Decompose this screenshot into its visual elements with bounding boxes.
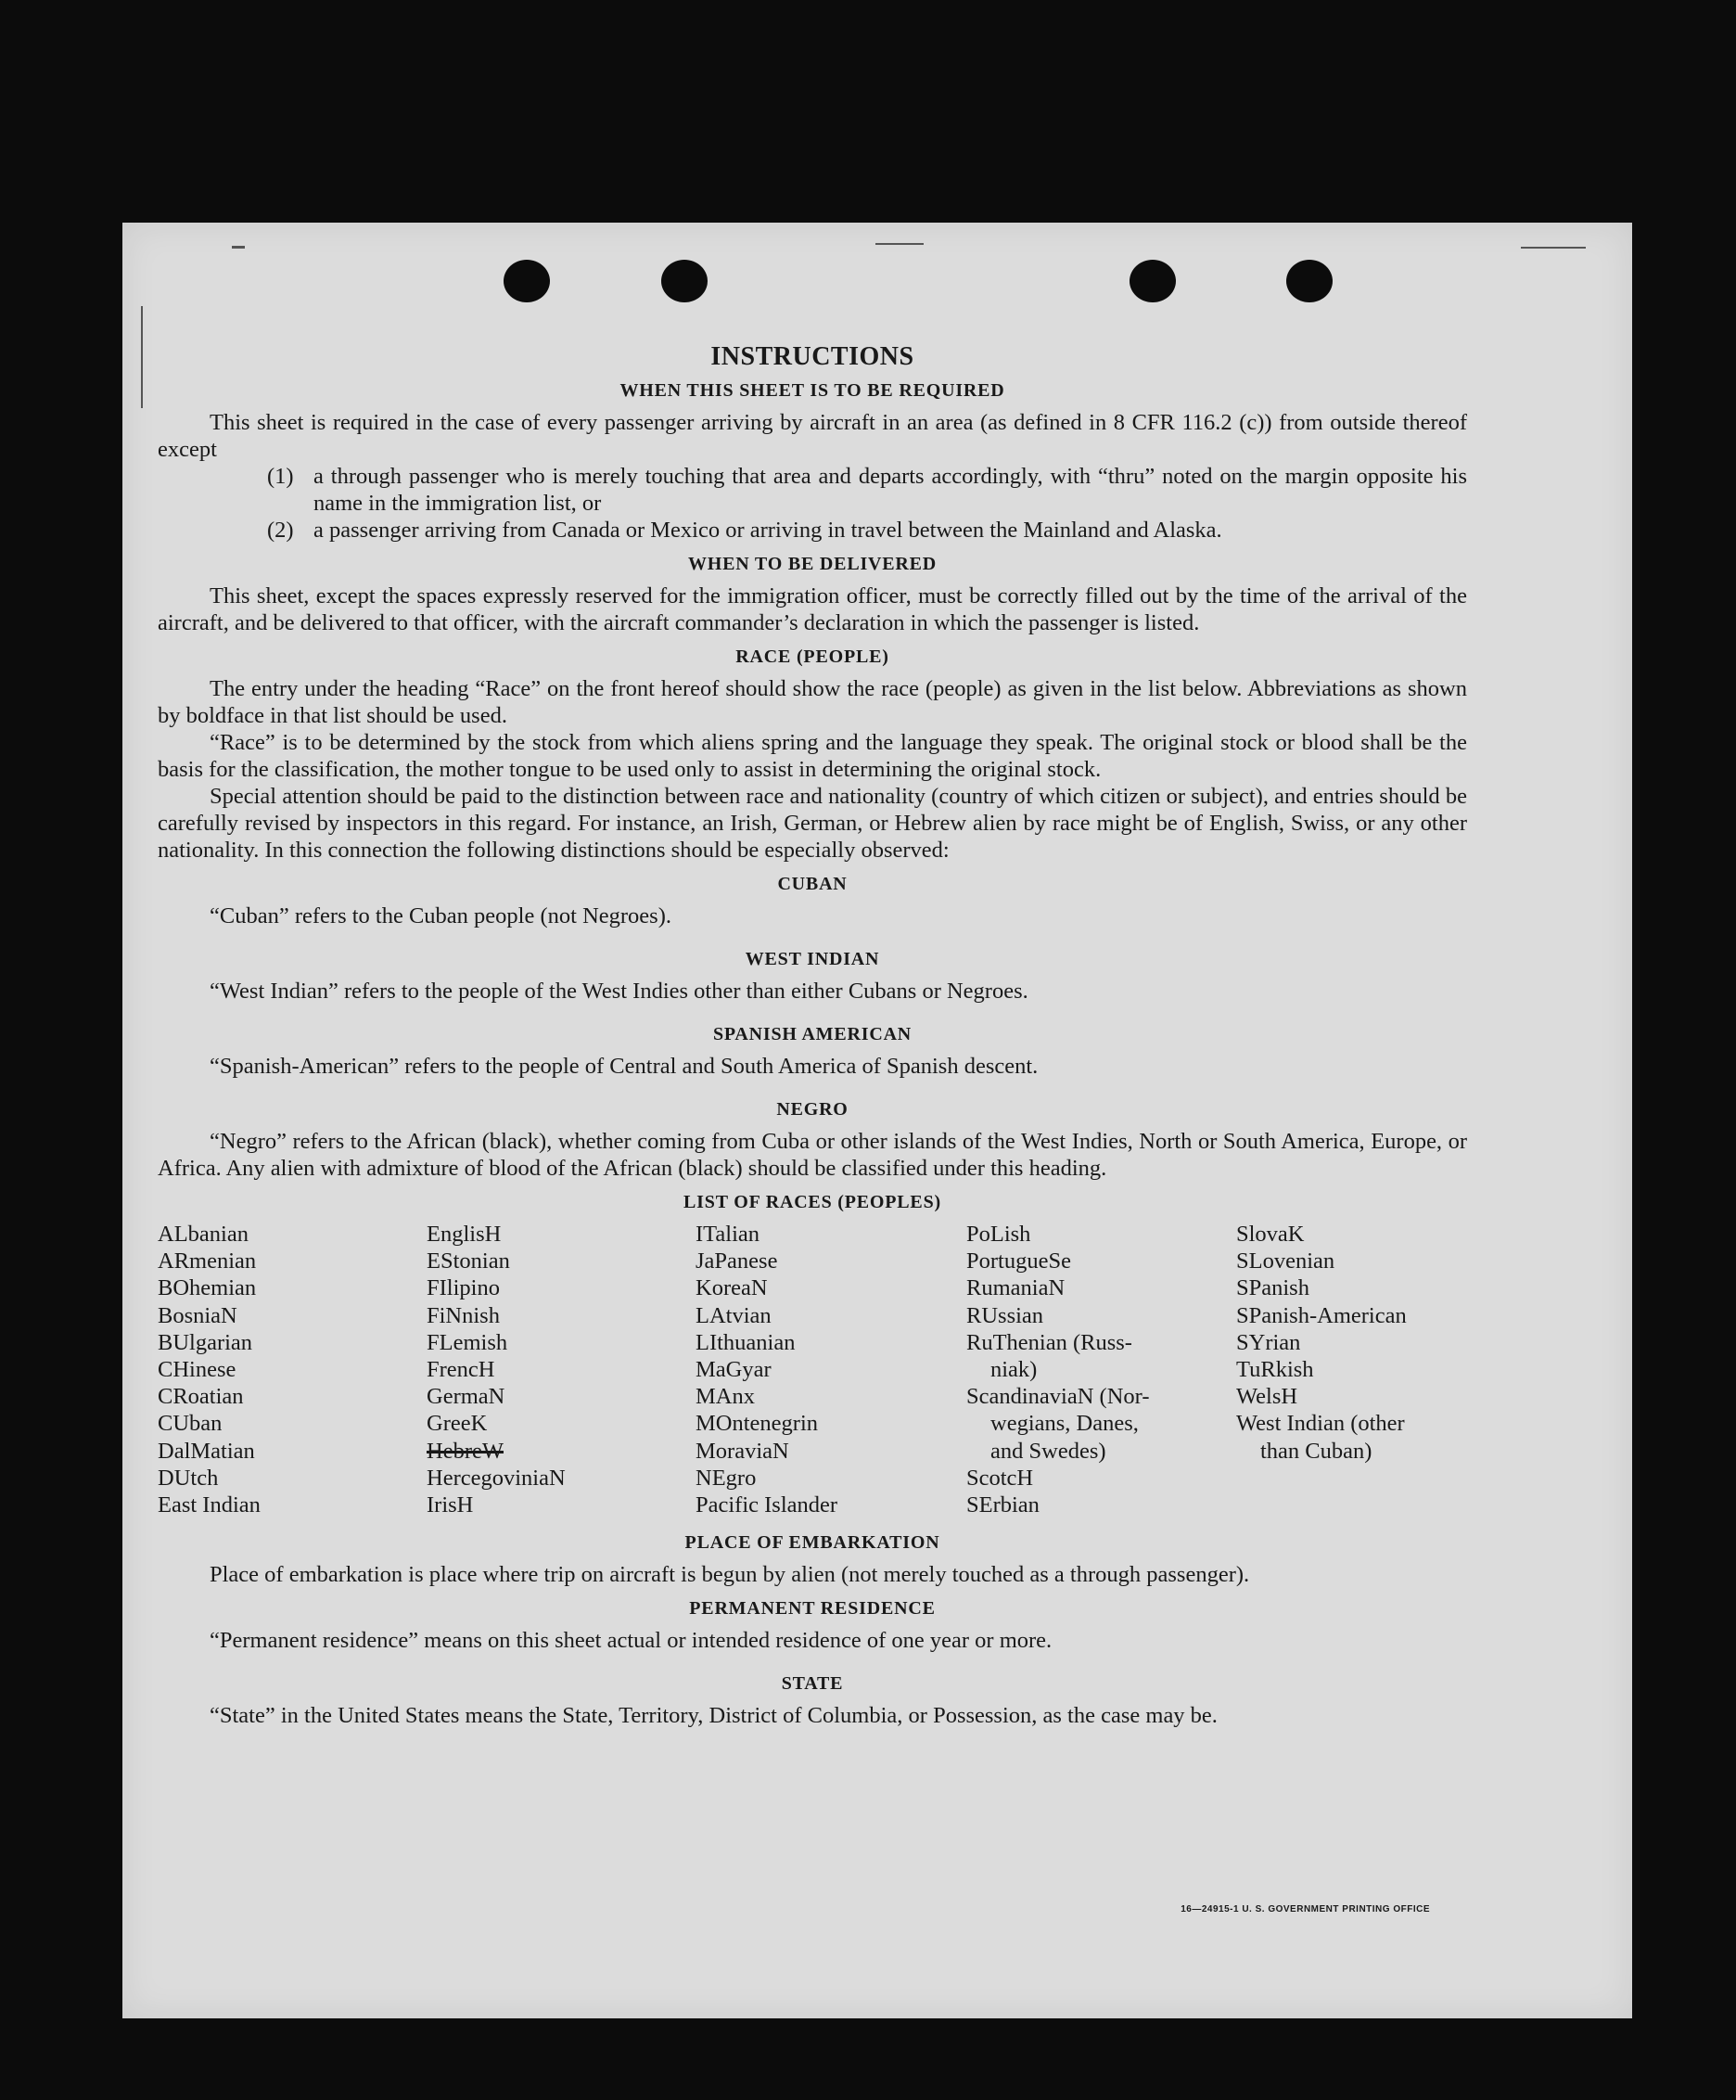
race-entry: JaPanese xyxy=(696,1248,778,1274)
edge-mark xyxy=(875,243,924,245)
punch-hole xyxy=(1286,260,1333,302)
section-heading: WEST INDIAN xyxy=(745,949,880,969)
race-entry: CRoatian xyxy=(158,1384,244,1410)
paragraph: “Cuban” refers to the Cuban people (not Negroes). xyxy=(210,903,671,928)
document-sheet xyxy=(122,223,1632,2018)
section-heading: PERMANENT RESIDENCE xyxy=(689,1598,936,1620)
race-entry: HebreW xyxy=(427,1438,504,1464)
race-entry: SLovenian xyxy=(1236,1248,1335,1274)
punch-hole xyxy=(1130,260,1176,302)
paragraph: “State” in the United States means the State, Territory, District of Columbia, or Possession, as the case may be. xyxy=(210,1703,1218,1729)
paragraph: “Race” is to be determined by the stock from which aliens spring and the language they speak. The original stock or blood shall be the basis for the classification, the mother tongue to be used only to assist in determining the original stock. xyxy=(158,730,1467,782)
paragraph: “Negro” refers to the African (black), whether coming from Cuba or other islands of the West Indies, North or South America, Europe, or Africa. Any alien with admixture of blood of the African (black) should be classified under this heading. xyxy=(158,1129,1467,1181)
race-entry: East Indian xyxy=(158,1492,261,1518)
race-entry: GermaN xyxy=(427,1384,505,1410)
race-entry: LIthuanian xyxy=(696,1329,796,1355)
race-entry: BosniaN xyxy=(158,1302,237,1328)
list-item: (1) a through passenger who is merely touching that area and departs accordingly, with “thru” noted on the margin opposite his name in the immigration list, or xyxy=(267,464,1467,516)
race-entry: EStonian xyxy=(427,1248,510,1274)
section-heading: PLACE OF EMBARKATION xyxy=(684,1532,940,1554)
race-entry: West Indian (other xyxy=(1236,1411,1405,1437)
race-entry: TuRkish xyxy=(1236,1357,1314,1383)
race-entry: BOhemian xyxy=(158,1275,257,1301)
race-entry xyxy=(1236,1492,1468,1518)
race-entry: BUlgarian xyxy=(158,1329,253,1355)
paragraph: Special attention should be paid to the distinction between race and nationality (country of which citizen or subject), and entries should be carefully revised by inspectors in this regard. For instance, an Irish, German, or Hebrew alien by race might be of English, Swiss, or any other nationality. In this connection the following distinctions should be especially observed: xyxy=(158,784,1467,863)
edge-mark xyxy=(232,246,245,249)
race-entry: NEgro xyxy=(696,1465,757,1491)
list-item: (2) a passenger arriving from Canada or Mexico or arriving in travel between the Mainland and Alaska. xyxy=(267,518,1222,543)
race-entry: MoraviaN xyxy=(696,1438,789,1464)
race-entry xyxy=(1236,1465,1468,1492)
race-entry: SPanish xyxy=(1236,1275,1309,1301)
races-table xyxy=(158,1221,1467,1518)
race-entry: MAnx xyxy=(696,1384,755,1410)
section-heading: STATE xyxy=(781,1673,844,1695)
race-entry: CUban xyxy=(158,1411,223,1437)
race-entry: niak) xyxy=(990,1357,1038,1383)
race-entry: ScotcH xyxy=(966,1465,1034,1491)
race-entry: DUtch xyxy=(158,1465,219,1491)
race-entry: EnglisH xyxy=(427,1222,502,1247)
edge-mark xyxy=(1521,247,1586,249)
paragraph: This sheet, except the spaces expressly reserved for the immigration officer, must be correctly filled out by the time of the arrival of the aircraft, and be delivered to that officer, with the aircraft commander’s declaration in which the passenger is listed. xyxy=(158,583,1467,635)
race-entry: FrencH xyxy=(427,1357,495,1383)
paragraph: “West Indian” refers to the people of the West Indies other than either Cubans or Negroes. xyxy=(210,979,1028,1004)
race-entry: SlovaK xyxy=(1236,1222,1305,1247)
race-entry: ITalian xyxy=(696,1222,760,1247)
race-entry: GreeK xyxy=(427,1411,488,1437)
race-entry: RumaniaN xyxy=(966,1275,1066,1301)
race-entry: PortugueSe xyxy=(966,1248,1071,1274)
section-heading: CUBAN xyxy=(777,874,848,894)
race-entry: ScandinaviaN (Nor- xyxy=(966,1384,1150,1410)
race-entry: CHinese xyxy=(158,1357,236,1383)
race-entry: Pacific Islander xyxy=(696,1492,838,1518)
race-entry: LAtvian xyxy=(696,1302,772,1328)
race-entry: FiNnish xyxy=(427,1302,500,1328)
instructions-content xyxy=(158,343,1467,1729)
section-heading: NEGRO xyxy=(776,1099,849,1120)
race-entry: FLemish xyxy=(427,1329,508,1355)
race-entry: MaGyar xyxy=(696,1357,772,1383)
punch-hole xyxy=(504,260,550,302)
race-entry: RUssian xyxy=(966,1302,1044,1328)
section-heading: RACE (PEOPLE) xyxy=(735,647,889,667)
section-heading: LIST OF RACES (PEOPLES) xyxy=(683,1192,941,1212)
paragraph: The entry under the heading “Race” on the front hereof should show the race (people) as given in the list below. Abbreviations as shown by boldface in that list should be used. xyxy=(158,676,1467,728)
race-entry: than Cuban) xyxy=(1260,1438,1372,1464)
section-heading: WHEN THIS SHEET IS TO BE REQUIRED xyxy=(619,380,1005,401)
page-title: INSTRUCTIONS xyxy=(710,342,914,371)
race-entry: IrisH xyxy=(427,1492,474,1518)
race-entry: KoreaN xyxy=(696,1275,768,1301)
race-entry: SPanish-American xyxy=(1236,1302,1407,1328)
paragraph: Place of embarkation is place where trip on aircraft is begun by alien (not merely touched as a through passenger). xyxy=(210,1562,1250,1588)
printer-footer: 16—24915-1 U. S. GOVERNMENT PRINTING OFFICE xyxy=(1181,1904,1430,1914)
race-entry: WelsH xyxy=(1236,1384,1298,1410)
punch-hole xyxy=(661,260,708,302)
paragraph: This sheet is required in the case of every passenger arriving by aircraft in an area (as defined in 8 CFR 116.2 (c)) from outside thereof except xyxy=(158,410,1467,462)
race-entry: and Swedes) xyxy=(990,1438,1106,1464)
paragraph: “Spanish-American” refers to the people of Central and South America of Spanish descent. xyxy=(210,1054,1039,1079)
race-entry: wegians, Danes, xyxy=(990,1411,1139,1437)
race-entry: ALbanian xyxy=(158,1222,249,1247)
race-entry: ARmenian xyxy=(158,1248,257,1274)
race-entry: RuThenian (Russ- xyxy=(966,1329,1132,1355)
race-entry: SYrian xyxy=(1236,1329,1301,1355)
race-entry: DalMatian xyxy=(158,1438,255,1464)
race-entry: SErbian xyxy=(966,1492,1040,1518)
section-heading: WHEN TO BE DELIVERED xyxy=(687,554,938,574)
race-entry: FIlipino xyxy=(427,1275,500,1301)
edge-mark xyxy=(141,306,143,408)
race-entry: MOntenegrin xyxy=(696,1411,818,1437)
section-heading: SPANISH AMERICAN xyxy=(712,1024,913,1044)
race-entry: PoLish xyxy=(966,1222,1031,1247)
paragraph: “Permanent residence” means on this sheet actual or intended residence of one year or more. xyxy=(210,1628,1053,1654)
race-entry: HercegoviniaN xyxy=(427,1465,566,1491)
